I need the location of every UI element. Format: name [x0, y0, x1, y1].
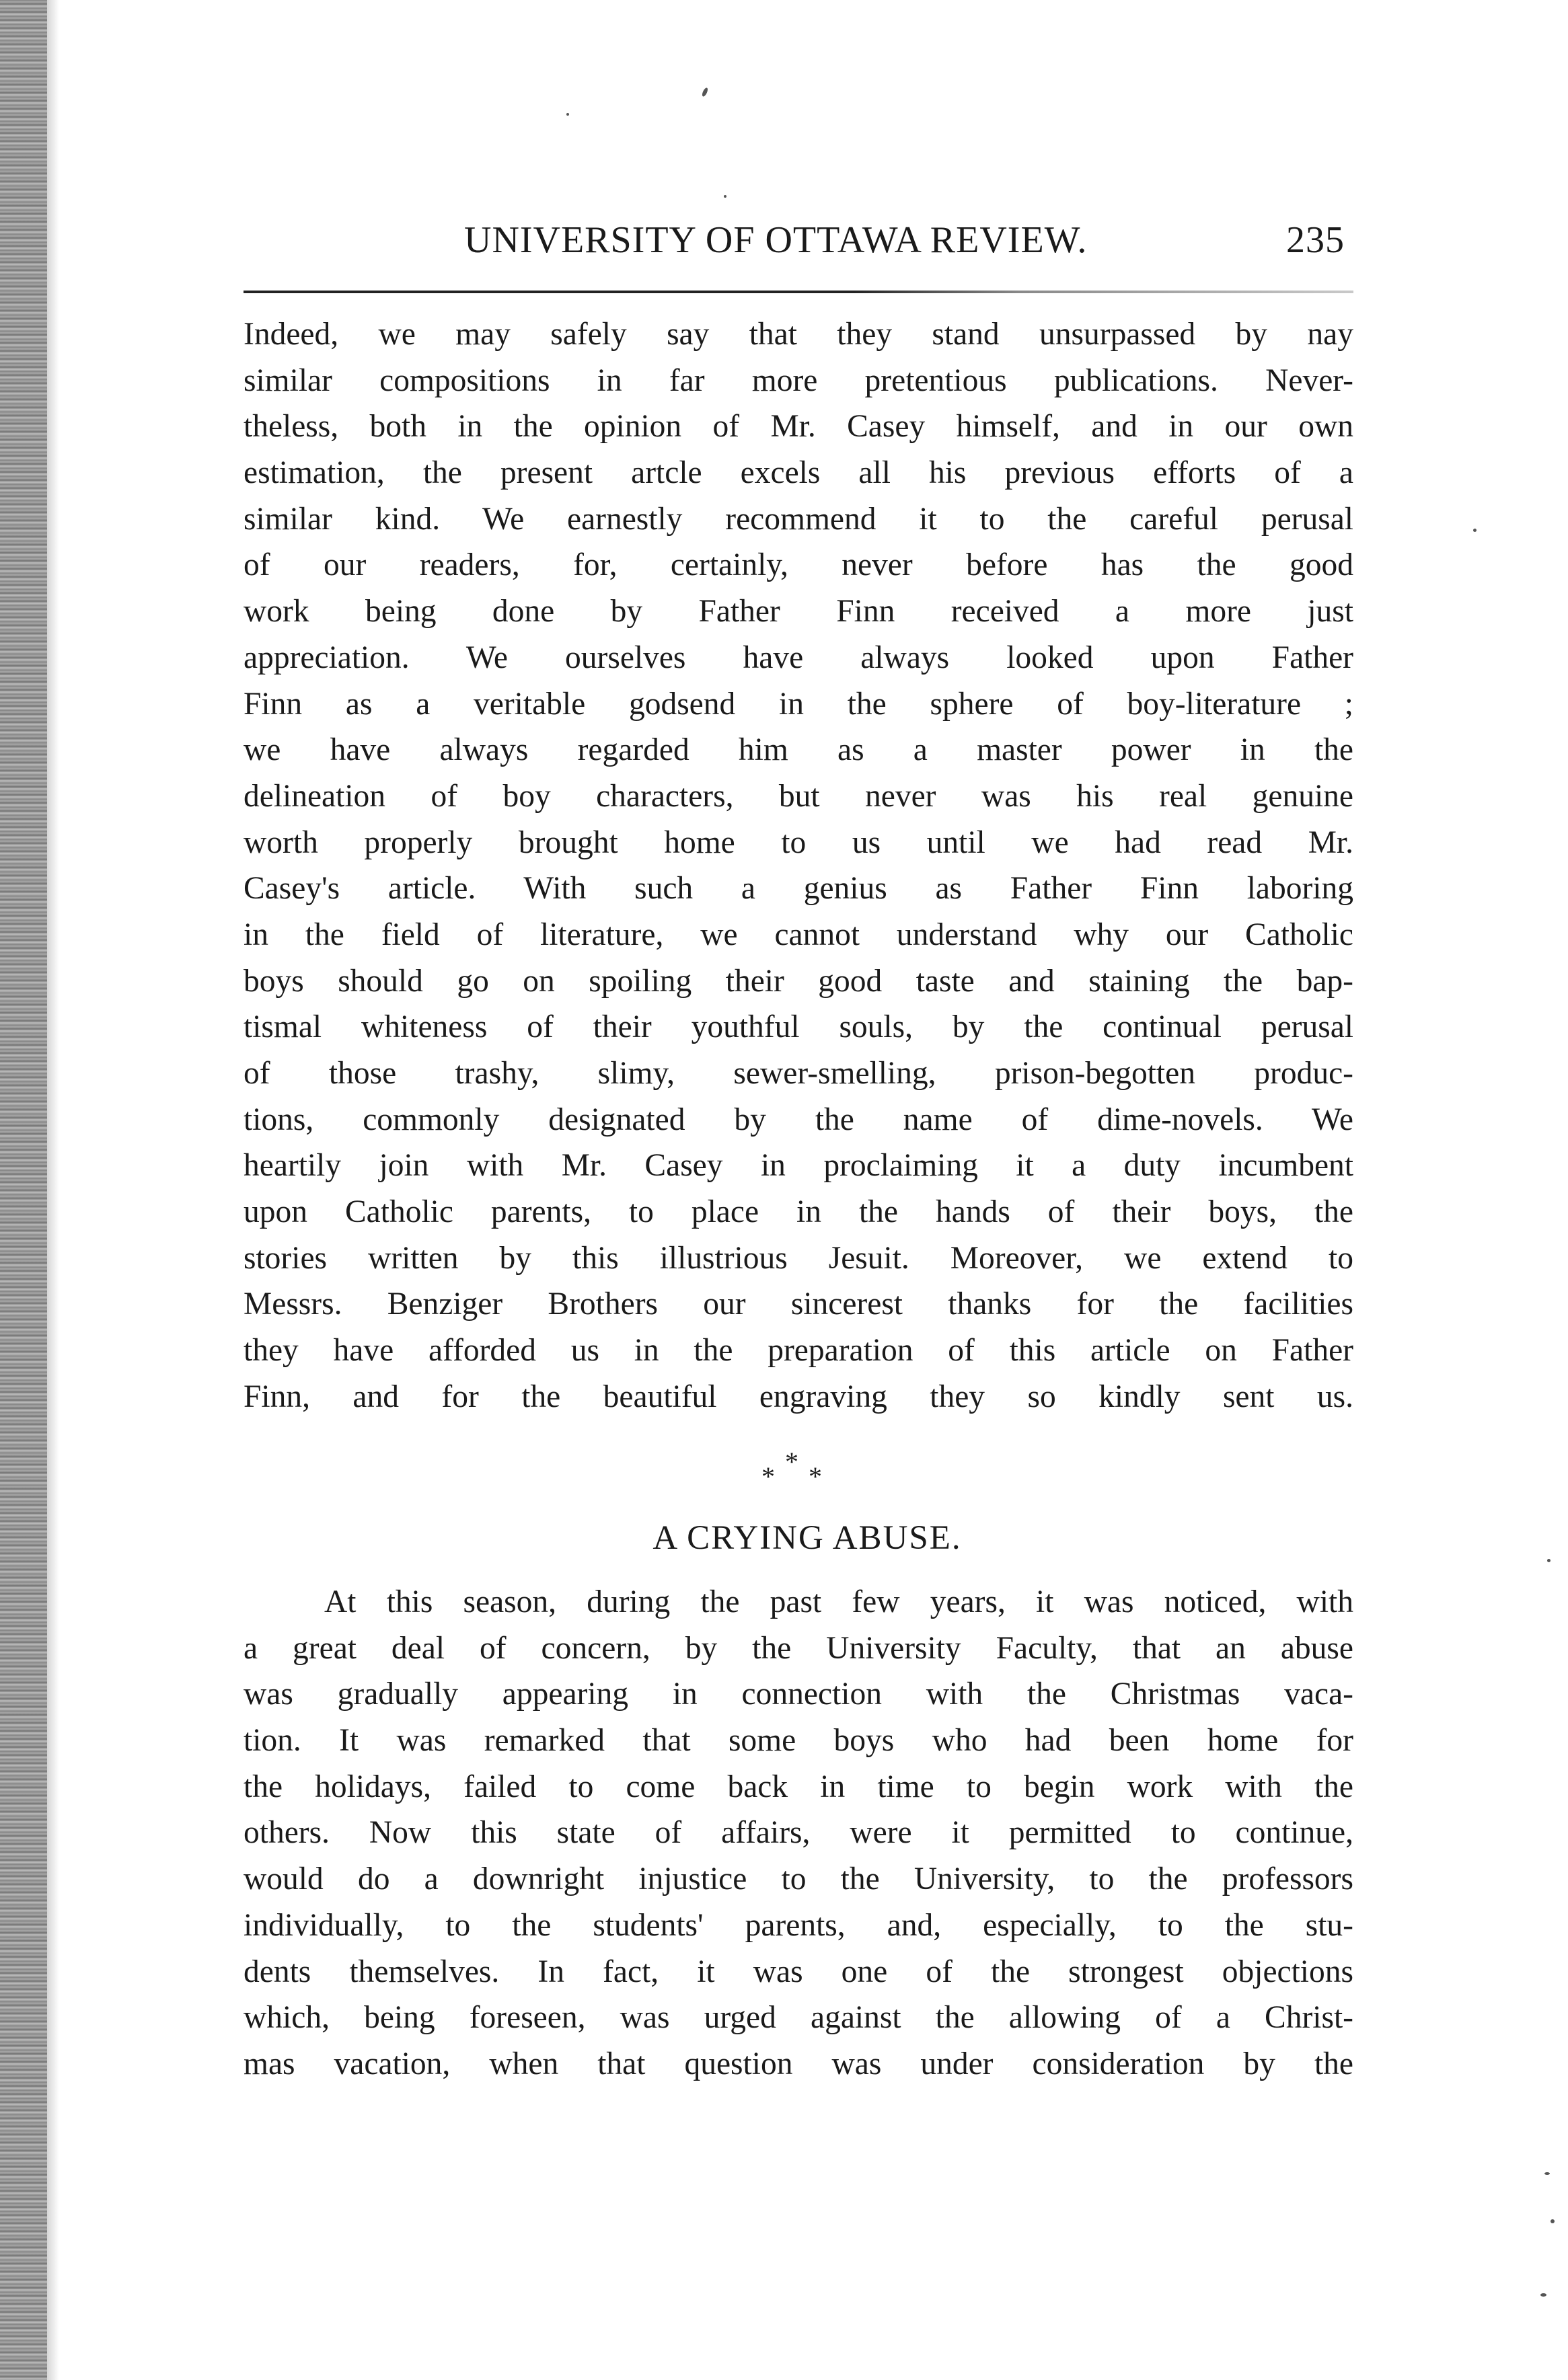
text-line: heartily join with Mr. Casey in proclaiming it a duty incumbent: [244, 1148, 1353, 1184]
text-line: tismal whiteness of their youthful souls, by the continual perusal: [244, 1009, 1353, 1045]
section-paragraph: [244, 1579, 1353, 2087]
text-line: At this season, during the past few years, it was noticed, with: [324, 1584, 1353, 1619]
scan-speck: [1540, 2293, 1546, 2297]
journal-title: UNIVERSITY OF OTTAWA REVIEW.: [464, 219, 1088, 261]
text-line: boys should go on spoiling their good taste and staining the bap-: [244, 963, 1353, 999]
text-line: similar kind. We earnestly recommend it to the careful perusal: [244, 501, 1353, 537]
scan-speck: [701, 87, 708, 97]
text-line: which, being foreseen, was urged against the allowing of a Christ-: [244, 2000, 1353, 2036]
text-line: theless, both in the opinion of Mr. Casey himself, and in our own: [244, 409, 1353, 445]
text-line: would do a downright injustice to the University, to the professors: [244, 1861, 1353, 1897]
asterisk: *: [761, 1461, 775, 1492]
page-binding-edge: [0, 0, 47, 2380]
text-line: of our readers, for, certainly, never before has the good: [244, 547, 1353, 583]
scan-speck: [1547, 1559, 1551, 1562]
section-separator-asterism: [753, 1446, 841, 1493]
text-line: mas vacation, when that question was under consideration by the: [244, 2046, 1353, 2081]
asterisk: *: [785, 1447, 798, 1477]
text-line: work being done by Father Finn received a more just: [244, 594, 1353, 629]
text-line: a great deal of concern, by the University Faculty, that an abuse: [244, 1630, 1353, 1666]
text-line: estimation, the present artcle excels all his previous efforts of a: [244, 455, 1353, 491]
text-line: others. Now this state of affairs, were it permitted to continue,: [244, 1815, 1353, 1851]
text-line: Finn as a veritable godsend in the sphere of boy-literature ;: [244, 686, 1353, 722]
text-line: tion. It was remarked that some boys who had been home for: [244, 1723, 1353, 1759]
text-line: of those trashy, slimy, sewer-smelling, prison-begotten produc-: [244, 1056, 1353, 1091]
asterisk: *: [809, 1461, 822, 1492]
text-line: tions, commonly designated by the name of dime-novels. We: [244, 1102, 1353, 1137]
text-line: stories written by this illustrious Jesuit. Moreover, we extend to: [244, 1240, 1353, 1276]
page-number: 235: [1286, 219, 1345, 261]
paragraph-continuation: [244, 311, 1353, 1420]
scan-speck: [1473, 529, 1477, 532]
scan-speck: [1544, 2172, 1550, 2175]
text-line: Casey's article. With such a genius as Father Finn laboring: [244, 871, 1353, 907]
text-line: Finn, and for the beautiful engraving they so kindly sent us.: [244, 1379, 1353, 1414]
text-line: worth properly brought home to us until we had read Mr.: [244, 824, 1353, 860]
section-heading: A CRYING ABUSE.: [652, 1519, 962, 1557]
text-line: dents themselves. In fact, it was one of the strongest objections: [244, 1954, 1353, 1989]
text-line: Messrs. Benziger Brothers our sincerest thanks for the facilities: [244, 1287, 1353, 1322]
text-line: was gradually appearing in connection with the Christmas vaca-: [244, 1677, 1353, 1712]
running-header: [464, 219, 1359, 272]
text-line: similar compositions in far more pretentious publications. Never-: [244, 362, 1353, 398]
header-rule: [244, 291, 1353, 293]
scan-speck: [724, 195, 726, 198]
text-line: appreciation. We ourselves have always looked upon Father: [244, 640, 1353, 675]
scan-speck: [566, 113, 569, 116]
text-line: we have always regarded him as a master power in the: [244, 732, 1353, 768]
text-line: in the field of literature, we cannot understand why our Catholic: [244, 917, 1353, 952]
text-line: the holidays, failed to come back in time to begin work with the: [244, 1769, 1353, 1804]
text-line: delineation of boy characters, but never was his real genuine: [244, 778, 1353, 814]
text-line: upon Catholic parents, to place in the hands of their boys, the: [244, 1194, 1353, 1230]
scan-speck: [1551, 2219, 1555, 2223]
text-line: Indeed, we may safely say that they stand unsurpassed by nay: [244, 317, 1353, 352]
text-line: individually, to the students' parents, and, especially, to the stu-: [244, 1907, 1353, 1943]
text-line: they have afforded us in the preparation of this article on Father: [244, 1333, 1353, 1369]
